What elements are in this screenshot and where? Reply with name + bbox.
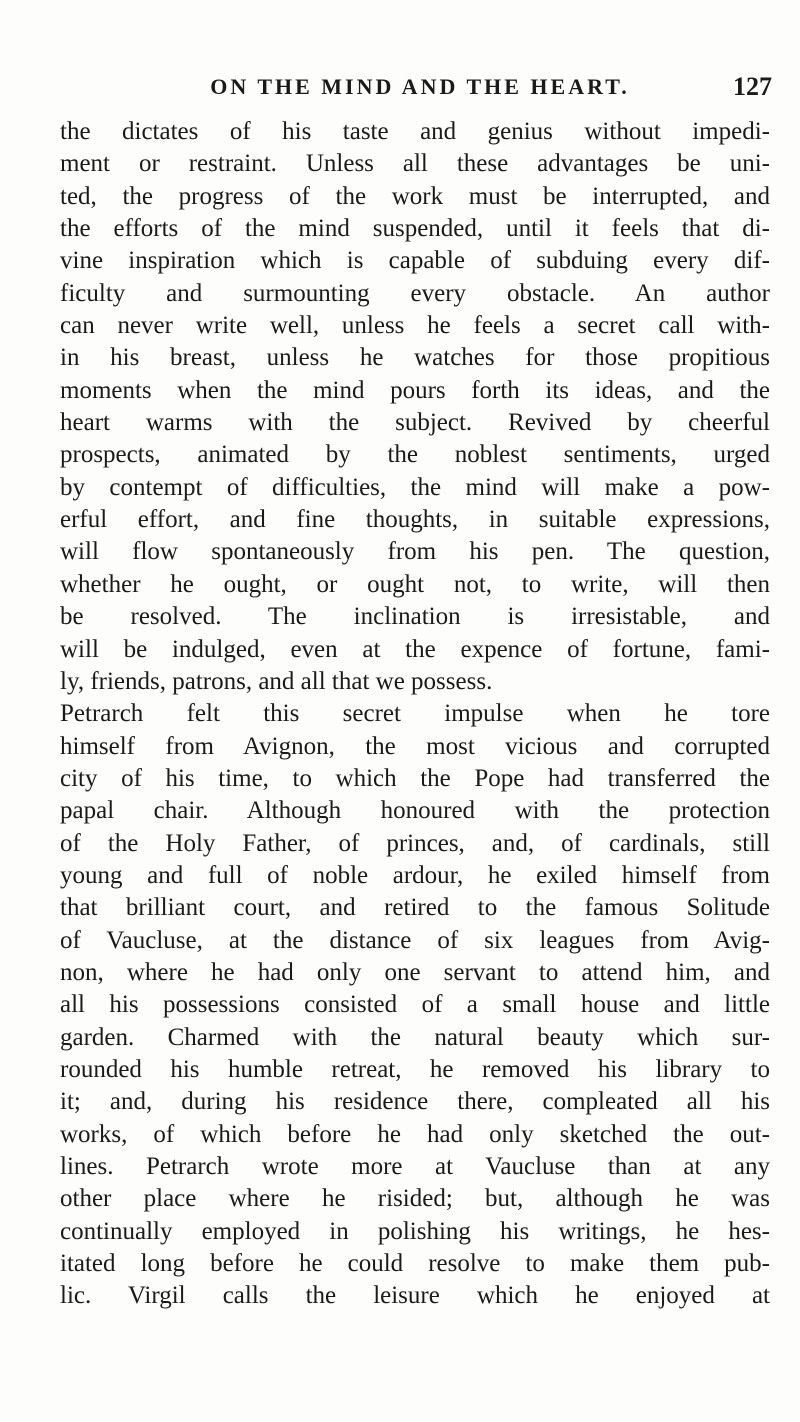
- text-line: heart warms with the subject. Revived by cheerful: [60, 409, 770, 437]
- text-line: all his possessions consisted of a small house and little: [60, 991, 770, 1019]
- text-line: rounded his humble retreat, he removed his library to: [60, 1055, 770, 1083]
- text-line: himself from Avignon, the most vicious and corrupted: [60, 732, 770, 760]
- text-line: whether he ought, or ought not, to write, will then: [60, 570, 770, 598]
- text-line: erful effort, and fine thoughts, in suitable expressions,: [60, 506, 770, 534]
- text-line: be resolved. The inclination is irresistable, and: [60, 603, 770, 631]
- text-line: lines. Petrarch wrote more at Vaucluse than at any: [60, 1153, 770, 1180]
- body-text: [60, 116, 770, 1313]
- text-line: of Vaucluse, at the distance of six leagues from Avig-: [60, 926, 770, 954]
- text-line: the efforts of the mind suspended, until it feels that di-: [60, 215, 770, 243]
- running-head: [60, 74, 780, 108]
- text-line: vine inspiration which is capable of subduing every dif-: [60, 247, 770, 275]
- text-line: of the Holy Father, of princes, and, of cardinals, still: [60, 829, 770, 857]
- text-line: the dictates of his taste and genius without impedi-: [60, 118, 770, 145]
- text-line: lic. Virgil calls the leisure which he enjoyed at: [60, 1282, 770, 1310]
- text-line: continually employed in polishing his writings, he hes-: [60, 1217, 770, 1245]
- text-line: works, of which before he had only sketched the out-: [60, 1120, 770, 1148]
- text-line: will flow spontaneously from his pen. The question,: [60, 538, 770, 566]
- text-line: itated long before he could resolve to make them pub-: [60, 1250, 770, 1278]
- text-line: ficulty and surmounting every obstacle. An author: [60, 279, 770, 307]
- text-line: other place where he risided; but, although he was: [60, 1185, 770, 1213]
- text-line: ment or restraint. Unless all these advantages be uni-: [60, 150, 770, 178]
- page-number: 127: [733, 72, 772, 101]
- text-line: ted, the progress of the work must be interrupted, and: [60, 182, 770, 210]
- text-line: will be indulged, even at the expence of fortune, fami-: [60, 635, 770, 663]
- text-line: non, where he had only one servant to attend him, and: [60, 958, 770, 986]
- text-line: prospects, animated by the noblest sentiments, urged: [60, 441, 770, 469]
- text-line: it; and, during his residence there, compleated all his: [60, 1088, 770, 1116]
- text-line: garden. Charmed with the natural beauty which sur-: [60, 1023, 770, 1051]
- text-line: Petrarch felt this secret impulse when he tore: [60, 700, 770, 728]
- text-line: that brilliant court, and retired to the famous Solitude: [60, 894, 770, 922]
- running-title: ON THE MIND AND THE HEART.: [210, 74, 630, 99]
- text-line: papal chair. Although honoured with the protection: [60, 797, 770, 825]
- text-line: in his breast, unless he watches for those propitious: [60, 344, 770, 372]
- text-line: moments when the mind pours forth its ideas, and the: [60, 376, 770, 404]
- text-line: city of his time, to which the Pope had transferred the: [60, 764, 770, 792]
- text-line: by contempt of difficulties, the mind will make a pow-: [60, 473, 770, 501]
- text-line: can never write well, unless he feels a secret call with-: [60, 312, 770, 340]
- text-line: ly, friends, patrons, and all that we possess.: [60, 667, 493, 695]
- text-line: young and full of noble ardour, he exiled himself from: [60, 861, 770, 889]
